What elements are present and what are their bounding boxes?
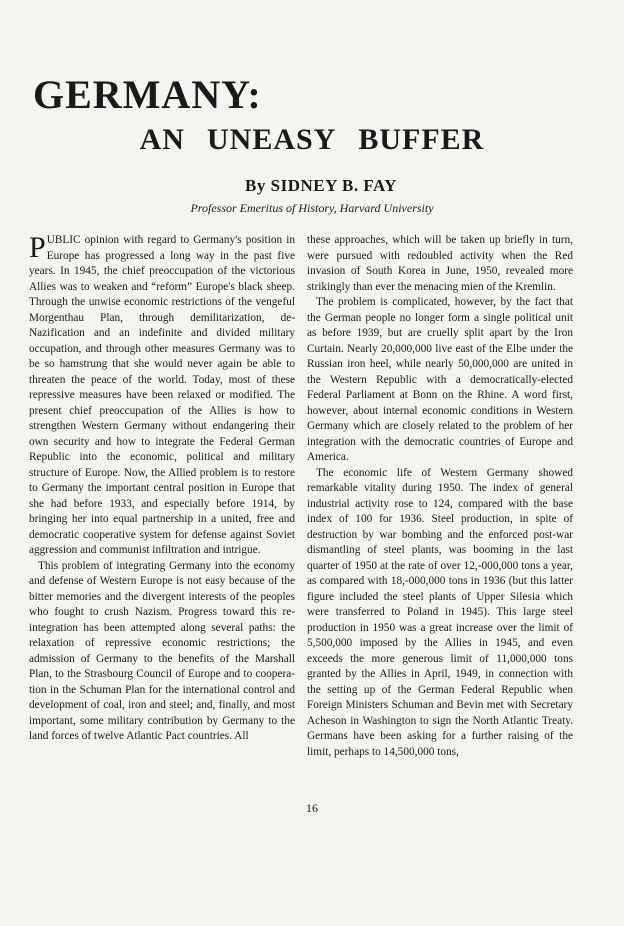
author-affiliation: Professor Emeritus of History, Harvard University <box>190 201 434 215</box>
body-paragraph: This problem of integrating Germany into the economy and defense of Western Europe is not easy because of the bitter memories and the divergent interests of the peoples who fought to crush Nazism. Progress toward this re-integration has been attempted along several paths: the relaxation of repressive economic restrictions; the admission of Germany to the benefits of the Marshall Plan, to the Strasbourg Council of Europe and to cooperation in the Schuman Plan for the international control and development of coal, iron and steel; and, finally, and most important, some military contribution by Germany to the land forces of twelve Atlantic Pact countries. All <box>29 559 295 742</box>
article-kicker: GERMANY: <box>33 72 262 117</box>
body-column-left <box>29 233 295 745</box>
body-paragraph: these approaches, which will be taken up briefly in turn, were pursued with redoubled activity when the Red invasion of South Korea in June, 1950, revealed more strikingly than ever the menacing mien of the Kremlin. <box>307 234 573 293</box>
body-column-right <box>307 233 573 760</box>
article-headline <box>0 125 624 155</box>
drop-cap: P <box>29 231 46 264</box>
author-byline: By SIDNEY B. FAY <box>245 176 397 195</box>
body-paragraph: The economic life of Western Germany showed remarkable vitality during 1950. The index of general industrial activity rose to 124, compared with the base index of 100 for 1936. Steel production, in spite of destruction by war bombing and the enforced post-war dismantling of steel plants, was booming in the last quarter of 1950 at the rate of over 12,-000,000 tons a year, as compared with 18,-000,000 tons in 1936 (but this latter figure included the steel plants of Upper Silesia which were transferred to Poland in 1945). This large steel production in 1950 was a great increase over the limit of 5,500,000 imposed by the Allies in 1945, and even exceeds the more generous limit of 11,000,000 tons granted by the Allies in April, 1949, in connection with the setting up of the German Federal Republic when Foreign Ministers Schuman and Bevin met with Secretary Acheson in Washington to sign the North Atlantic Treaty. Germans have been asking for a further raising of the limit, perhaps to 14,500,000 tons, <box>307 466 573 758</box>
paragraph-text: UBLIC opinion with regard to Germany's position in Europe has progressed a long way in the past five years. In 1945, the chief preoccupation of the victorious Allies was to weaken and “reform” Europe's black sheep. Through the unwise economic restrictions of the vengeful Morgenthau Plan, through demilitarization, de-Nazification and an indefinite and divided military occupation, and through other measures Germany was to be so hamstrung that she would never again be able to threaten the peace of the world. Today, most of these repressive measures have been relaxed or modified. The present chief preoccupation of the Allies is how to strengthen Western Germany without endangering their own security and how to integrate the Federal German Republic into the economic, political and military structure of Europe. Now, the Allied problem is to restore to Germany the important central position in Europe that she had before 1933, and especially before 1914, by bringing her into equal partnership in a united, free and democratic cooperative system for defense against Soviet aggression and communist infiltration and intrigue. <box>29 234 295 556</box>
headline-word-3: BUFFER <box>358 123 485 156</box>
body-paragraph <box>29 233 295 559</box>
headline-word-2: UNEASY <box>206 123 337 156</box>
headline-word-1: AN <box>139 123 185 156</box>
page-number: 16 <box>306 801 318 815</box>
body-paragraph: The problem is complicated, however, by the fact that the German people no longer form a single political unit as before 1939, but are cruelly split apart by the Iron Curtain. Nearly 20,000,000 live east of the Elbe under the Russian iron heel, while nearly 50,000,000 are united in the Western Republic with a democratically-elected Federal Parliament at Bonn on the Rhine. A word first, however, about internal economic conditions in Western Germany which are closely related to the problem of her integration with the democratic countries of Europe and America. <box>307 296 573 463</box>
